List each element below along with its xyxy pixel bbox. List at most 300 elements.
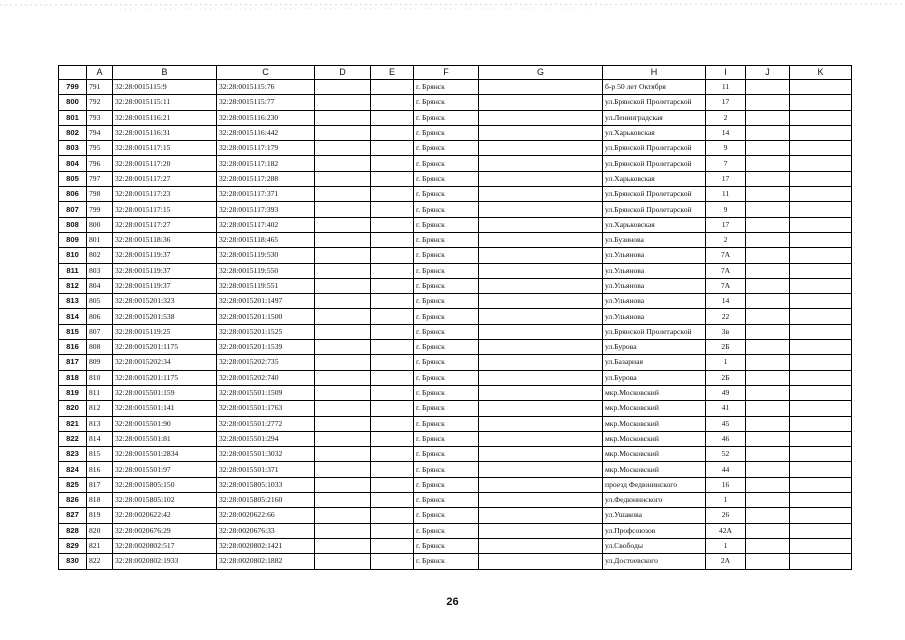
row-number: 824	[59, 462, 87, 477]
row-number: 814	[59, 309, 87, 324]
spreadsheet-table	[58, 65, 852, 570]
cell-h: проезд Федюнинского	[603, 477, 706, 492]
cell-e	[371, 554, 414, 569]
cell-a: 804	[87, 278, 113, 293]
cell-j	[746, 80, 790, 95]
cell-i: 7A	[706, 248, 746, 263]
row-number: 804	[59, 156, 87, 171]
cell-i: 41	[706, 401, 746, 416]
cell-c: 32:28:0015501:2772	[217, 416, 315, 431]
row-number: 799	[59, 80, 87, 95]
table-row	[59, 431, 852, 446]
cell-d	[315, 248, 371, 263]
cell-h: мкр.Московский	[603, 416, 706, 431]
row-number: 822	[59, 431, 87, 446]
table-row	[59, 309, 852, 324]
cell-k	[790, 248, 852, 263]
cell-f: г. Брянск	[414, 263, 479, 278]
cell-f: г. Брянск	[414, 232, 479, 247]
cell-j	[746, 431, 790, 446]
cell-d	[315, 125, 371, 140]
cell-i: 42A	[706, 523, 746, 538]
cell-k	[790, 278, 852, 293]
cell-a: 820	[87, 523, 113, 538]
cell-i: 7A	[706, 263, 746, 278]
cell-b: 32:28:0020802:517	[113, 538, 217, 553]
cell-c: 32:28:0015115:76	[217, 80, 315, 95]
cell-c: 32:28:0015501:371	[217, 462, 315, 477]
cell-a: 793	[87, 110, 113, 125]
table-row	[59, 248, 852, 263]
cell-f: г. Брянск	[414, 141, 479, 156]
cell-c: 32:28:0015202:735	[217, 355, 315, 370]
row-number: 825	[59, 477, 87, 492]
cell-f: г. Брянск	[414, 431, 479, 446]
table-row	[59, 324, 852, 339]
cell-b: 32:28:0015117:27	[113, 217, 217, 232]
cell-a: 796	[87, 156, 113, 171]
cell-a: 813	[87, 416, 113, 431]
cell-i: 17	[706, 217, 746, 232]
cell-f: г. Брянск	[414, 324, 479, 339]
cell-i: 1	[706, 493, 746, 508]
cell-a: 795	[87, 141, 113, 156]
cell-e	[371, 431, 414, 446]
column-header: C	[217, 66, 315, 80]
cell-k	[790, 187, 852, 202]
cell-j	[746, 508, 790, 523]
cell-a: 811	[87, 385, 113, 400]
row-number: 816	[59, 340, 87, 355]
cell-d	[315, 385, 371, 400]
table-row	[59, 508, 852, 523]
cell-g	[479, 232, 603, 247]
table-row	[59, 523, 852, 538]
column-header: F	[414, 66, 479, 80]
cell-b: 32:28:0015805:150	[113, 477, 217, 492]
cell-c: 32:28:0015115:77	[217, 95, 315, 110]
cell-e	[371, 187, 414, 202]
cell-j	[746, 202, 790, 217]
cell-d	[315, 110, 371, 125]
cell-i: 2	[706, 110, 746, 125]
cell-e	[371, 171, 414, 186]
cell-j	[746, 294, 790, 309]
cell-j	[746, 95, 790, 110]
cell-k	[790, 232, 852, 247]
cell-f: г. Брянск	[414, 125, 479, 140]
cell-g	[479, 187, 603, 202]
cell-d	[315, 95, 371, 110]
column-header-row	[59, 66, 852, 80]
row-number: 801	[59, 110, 87, 125]
row-number: 809	[59, 232, 87, 247]
table-row	[59, 125, 852, 140]
cell-j	[746, 340, 790, 355]
cell-b: 32:28:0015805:102	[113, 493, 217, 508]
cell-i: 14	[706, 294, 746, 309]
cell-h: ул.Бузинова	[603, 232, 706, 247]
cell-h: ул.Ульянова	[603, 278, 706, 293]
cell-f: г. Брянск	[414, 110, 479, 125]
row-number: 803	[59, 141, 87, 156]
cell-h: ул.Брянской Пролетарской	[603, 202, 706, 217]
cell-f: г. Брянск	[414, 80, 479, 95]
cell-j	[746, 538, 790, 553]
cell-e	[371, 416, 414, 431]
cell-a: 812	[87, 401, 113, 416]
cell-f: г. Брянск	[414, 416, 479, 431]
cell-e	[371, 309, 414, 324]
cell-g	[479, 263, 603, 278]
table-row	[59, 462, 852, 477]
cell-g	[479, 431, 603, 446]
cell-b: 32:28:0015117:23	[113, 187, 217, 202]
cell-g	[479, 447, 603, 462]
cell-d	[315, 171, 371, 186]
cell-a: 805	[87, 294, 113, 309]
cell-f: г. Брянск	[414, 156, 479, 171]
cell-a: 797	[87, 171, 113, 186]
cell-h: ул.Ульянова	[603, 263, 706, 278]
cell-c: 32:28:0015119:530	[217, 248, 315, 263]
cell-h: ул.Ленинградская	[603, 110, 706, 125]
row-number: 826	[59, 493, 87, 508]
cell-h: ул.Ульянова	[603, 248, 706, 263]
cell-d	[315, 523, 371, 538]
cell-i: 52	[706, 447, 746, 462]
row-number: 805	[59, 171, 87, 186]
table-row	[59, 355, 852, 370]
cell-i: 44	[706, 462, 746, 477]
cell-b: 32:28:0015202:34	[113, 355, 217, 370]
cell-e	[371, 125, 414, 140]
cell-j	[746, 477, 790, 492]
cell-d	[315, 462, 371, 477]
cell-d	[315, 538, 371, 553]
cell-f: г. Брянск	[414, 278, 479, 293]
cell-b: 32:28:0015117:15	[113, 141, 217, 156]
cell-g	[479, 309, 603, 324]
cell-k	[790, 447, 852, 462]
cell-e	[371, 80, 414, 95]
column-header: H	[603, 66, 706, 80]
cell-h: ул.Федюнинского	[603, 493, 706, 508]
cell-e	[371, 248, 414, 263]
row-number: 812	[59, 278, 87, 293]
table-row	[59, 95, 852, 110]
cell-i: 17	[706, 171, 746, 186]
table-row	[59, 493, 852, 508]
row-number: 828	[59, 523, 87, 538]
cell-a: 791	[87, 80, 113, 95]
row-number: 811	[59, 263, 87, 278]
cell-i: 9	[706, 202, 746, 217]
cell-g	[479, 523, 603, 538]
cell-j	[746, 523, 790, 538]
cell-a: 803	[87, 263, 113, 278]
cell-h: мкр.Московский	[603, 431, 706, 446]
cell-k	[790, 294, 852, 309]
cell-d	[315, 340, 371, 355]
cell-i: 17	[706, 95, 746, 110]
cell-k	[790, 156, 852, 171]
row-number: 820	[59, 401, 87, 416]
row-number: 830	[59, 554, 87, 569]
cell-f: г. Брянск	[414, 477, 479, 492]
cell-b: 32:28:0015115:11	[113, 95, 217, 110]
cell-j	[746, 141, 790, 156]
cell-f: г. Брянск	[414, 370, 479, 385]
cell-j	[746, 156, 790, 171]
row-number: 821	[59, 416, 87, 431]
cell-j	[746, 462, 790, 477]
cell-k	[790, 141, 852, 156]
cell-b: 32:28:0020676:29	[113, 523, 217, 538]
cell-b: 32:28:0015116:21	[113, 110, 217, 125]
table-row	[59, 202, 852, 217]
table-body	[59, 80, 852, 570]
row-number: 817	[59, 355, 87, 370]
cell-g	[479, 355, 603, 370]
cell-k	[790, 171, 852, 186]
cell-j	[746, 110, 790, 125]
cell-d	[315, 431, 371, 446]
column-header: K	[790, 66, 852, 80]
cell-b: 32:28:0015201:538	[113, 309, 217, 324]
cell-k	[790, 125, 852, 140]
cell-i: 22	[706, 309, 746, 324]
cell-j	[746, 278, 790, 293]
cell-h: ул.Брянской Пролетарской	[603, 187, 706, 202]
row-number: 813	[59, 294, 87, 309]
cell-c: 32:28:0015117:393	[217, 202, 315, 217]
cell-e	[371, 141, 414, 156]
cell-a: 822	[87, 554, 113, 569]
cell-c: 32:28:0015501:294	[217, 431, 315, 446]
cell-j	[746, 171, 790, 186]
column-header: J	[746, 66, 790, 80]
cell-i: 7A	[706, 278, 746, 293]
table-row	[59, 80, 852, 95]
cell-c: 32:28:0015119:551	[217, 278, 315, 293]
cell-g	[479, 294, 603, 309]
scan-noise	[0, 0, 905, 14]
cell-j	[746, 493, 790, 508]
cell-h: мкр.Московский	[603, 401, 706, 416]
cell-b: 32:28:0015116:31	[113, 125, 217, 140]
cell-c: 32:28:0020802:1882	[217, 554, 315, 569]
cell-c: 32:28:0015805:1033	[217, 477, 315, 492]
row-number: 829	[59, 538, 87, 553]
cell-b: 32:28:0015501:159	[113, 385, 217, 400]
table-row	[59, 538, 852, 553]
cell-b: 32:28:0015119:37	[113, 248, 217, 263]
row-number: 810	[59, 248, 87, 263]
cell-e	[371, 447, 414, 462]
cell-c: 32:28:0015117:371	[217, 187, 315, 202]
cell-e	[371, 278, 414, 293]
cell-j	[746, 416, 790, 431]
cell-c: 32:28:0015501:1763	[217, 401, 315, 416]
table-row	[59, 385, 852, 400]
table-row	[59, 477, 852, 492]
cell-e	[371, 324, 414, 339]
cell-e	[371, 156, 414, 171]
cell-c: 32:28:0015201:1539	[217, 340, 315, 355]
cell-e	[371, 355, 414, 370]
row-number: 807	[59, 202, 87, 217]
cell-j	[746, 401, 790, 416]
cell-c: 32:28:0015117:182	[217, 156, 315, 171]
cell-c: 32:28:0015805:2160	[217, 493, 315, 508]
column-header: I	[706, 66, 746, 80]
cell-c: 32:28:0015501:1509	[217, 385, 315, 400]
column-header: G	[479, 66, 603, 80]
cell-i: 2Б	[706, 340, 746, 355]
cell-d	[315, 232, 371, 247]
cell-f: г. Брянск	[414, 462, 479, 477]
cell-f: г. Брянск	[414, 493, 479, 508]
cell-h: ул.Базарная	[603, 355, 706, 370]
cell-b: 32:28:0015201:1175	[113, 370, 217, 385]
cell-i: 3в	[706, 324, 746, 339]
cell-j	[746, 370, 790, 385]
cell-a: 794	[87, 125, 113, 140]
cell-g	[479, 477, 603, 492]
cell-c: 32:28:0015201:1525	[217, 324, 315, 339]
table-row	[59, 232, 852, 247]
cell-c: 32:28:0020676:33	[217, 523, 315, 538]
cell-b: 32:28:0015117:15	[113, 202, 217, 217]
cell-k	[790, 523, 852, 538]
table-row	[59, 171, 852, 186]
cell-g	[479, 171, 603, 186]
cell-k	[790, 95, 852, 110]
cell-a: 802	[87, 248, 113, 263]
cell-g	[479, 554, 603, 569]
cell-g	[479, 340, 603, 355]
cell-b: 32:28:0015201:323	[113, 294, 217, 309]
cell-f: г. Брянск	[414, 95, 479, 110]
row-number: 823	[59, 447, 87, 462]
cell-i: 1	[706, 355, 746, 370]
cell-h: ул.Бурова	[603, 370, 706, 385]
cell-h: ул.Харьковская	[603, 171, 706, 186]
cell-h: ул.Брянской Пролетарской	[603, 95, 706, 110]
cell-g	[479, 141, 603, 156]
cell-e	[371, 401, 414, 416]
cell-k	[790, 431, 852, 446]
cell-k	[790, 416, 852, 431]
cell-e	[371, 263, 414, 278]
corner-cell	[59, 66, 87, 80]
cell-f: г. Брянск	[414, 248, 479, 263]
row-number: 802	[59, 125, 87, 140]
cell-d	[315, 278, 371, 293]
cell-d	[315, 447, 371, 462]
cell-f: г. Брянск	[414, 401, 479, 416]
cell-g	[479, 278, 603, 293]
table-row	[59, 370, 852, 385]
cell-c: 32:28:0015119:550	[217, 263, 315, 278]
cell-c: 32:28:0015118:465	[217, 232, 315, 247]
column-header: D	[315, 66, 371, 80]
cell-j	[746, 385, 790, 400]
cell-e	[371, 493, 414, 508]
cell-f: г. Брянск	[414, 523, 479, 538]
cell-f: г. Брянск	[414, 217, 479, 232]
cell-g	[479, 462, 603, 477]
cell-f: г. Брянск	[414, 187, 479, 202]
cell-g	[479, 202, 603, 217]
cell-h: ул.Свободы	[603, 538, 706, 553]
cell-g	[479, 401, 603, 416]
cell-k	[790, 554, 852, 569]
cell-k	[790, 263, 852, 278]
cell-i: 11	[706, 187, 746, 202]
cell-i: 14	[706, 125, 746, 140]
cell-b: 32:28:0015117:27	[113, 171, 217, 186]
cell-f: г. Брянск	[414, 508, 479, 523]
cell-h: ул.Ульянова	[603, 309, 706, 324]
cell-i: 7	[706, 156, 746, 171]
cell-h: б-р 50 лет Октября	[603, 80, 706, 95]
cell-k	[790, 477, 852, 492]
cell-k	[790, 462, 852, 477]
cell-h: ул.Профсоюзов	[603, 523, 706, 538]
cell-b: 32:28:0015117:20	[113, 156, 217, 171]
cell-f: г. Брянск	[414, 340, 479, 355]
cell-d	[315, 217, 371, 232]
table-row	[59, 141, 852, 156]
table-row	[59, 554, 852, 569]
cell-f: г. Брянск	[414, 355, 479, 370]
cell-d	[315, 401, 371, 416]
cell-b: 32:28:0015501:97	[113, 462, 217, 477]
cell-k	[790, 80, 852, 95]
cell-a: 816	[87, 462, 113, 477]
cell-e	[371, 340, 414, 355]
cell-h: ул.Харьковская	[603, 217, 706, 232]
cell-b: 32:28:0015501:141	[113, 401, 217, 416]
cell-a: 808	[87, 340, 113, 355]
cell-c: 32:28:0015117:402	[217, 217, 315, 232]
table-row	[59, 294, 852, 309]
cell-g	[479, 80, 603, 95]
cell-g	[479, 217, 603, 232]
cell-a: 792	[87, 95, 113, 110]
cell-g	[479, 370, 603, 385]
cell-k	[790, 538, 852, 553]
cell-c: 32:28:0015202:740	[217, 370, 315, 385]
cell-e	[371, 508, 414, 523]
cell-e	[371, 538, 414, 553]
cell-d	[315, 294, 371, 309]
cell-e	[371, 370, 414, 385]
cell-d	[315, 493, 371, 508]
cell-j	[746, 248, 790, 263]
cell-g	[479, 385, 603, 400]
row-number: 818	[59, 370, 87, 385]
cell-b: 32:28:0020802:1933	[113, 554, 217, 569]
cell-i: 1	[706, 538, 746, 553]
cell-h: ул.Брянской Пролетарской	[603, 156, 706, 171]
cell-j	[746, 554, 790, 569]
cell-g	[479, 248, 603, 263]
column-header: A	[87, 66, 113, 80]
table-row	[59, 263, 852, 278]
